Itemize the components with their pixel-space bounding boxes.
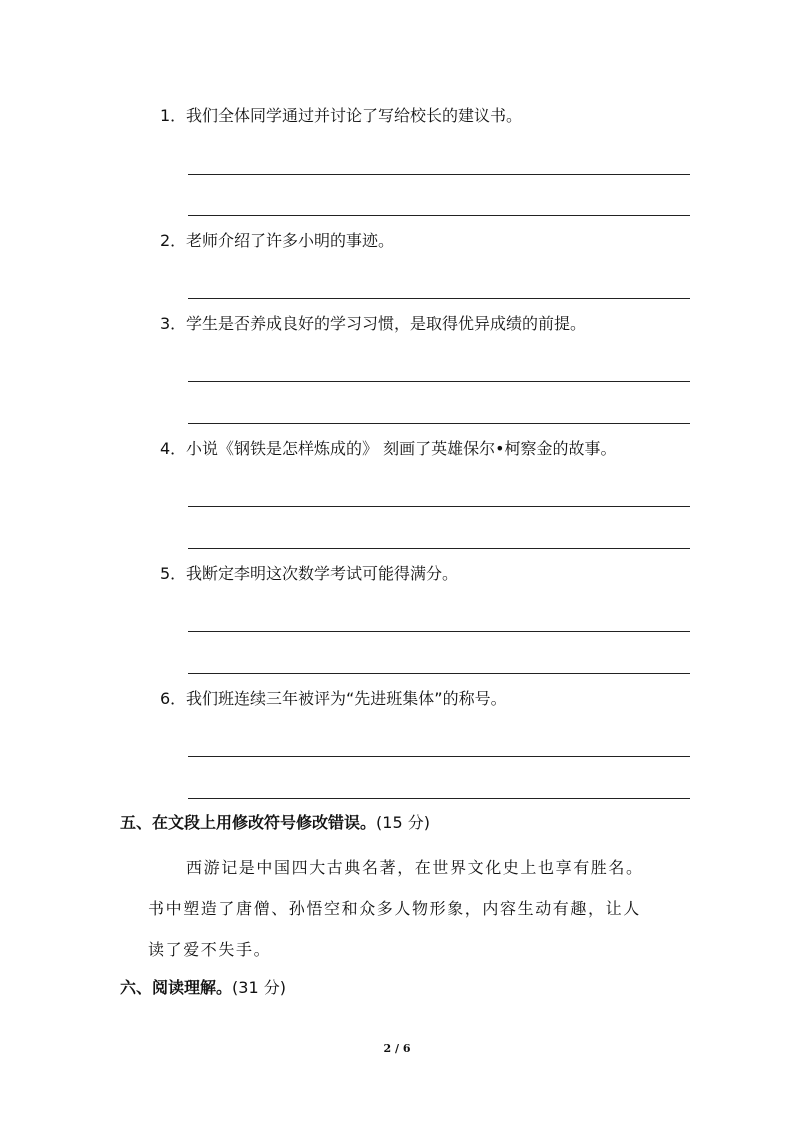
question-6 [160,689,507,709]
page-number: 2 / 6 [383,1042,411,1055]
answer-line-6a[interactable] [188,756,690,757]
passage-line-2: 书中塑造了唐僧、孙悟空和众多人物形象，内容生动有趣，让人 [148,899,641,918]
section-6-score: (31 分) [232,978,286,997]
answer-line-2a[interactable] [188,298,690,299]
question-text: 我断定李明这次数学考试可能得满分。 [186,564,459,583]
question-1 [160,106,522,126]
answer-line-4b[interactable] [188,548,690,549]
answer-line-5b[interactable] [188,673,690,674]
question-number: 5． [160,564,187,583]
question-number: 3． [160,314,187,333]
answer-line-3b[interactable] [188,423,690,424]
question-number: 1． [160,106,187,125]
section-5-title: 五、在文段上用修改符号修改错误。 [120,813,377,832]
question-3 [160,314,586,334]
question-text: 小说《钢铁是怎样炼成的》 刻画了英雄保尔•柯察金的故事。 [186,439,617,458]
question-4 [160,439,617,459]
question-number: 4． [160,439,187,458]
question-number: 2． [160,231,187,250]
section-6-heading [120,978,286,998]
section-5-score: (15 分) [376,813,430,832]
answer-line-4a[interactable] [188,506,690,507]
question-text: 我们班连续三年被评为“先进班集体”的称号。 [186,689,507,708]
question-number: 6． [160,689,187,708]
question-text: 学生是否养成良好的学习习惯，是取得优异成绩的前提。 [186,314,587,333]
question-2 [160,231,394,251]
answer-line-1a[interactable] [188,174,690,175]
question-text: 我们全体同学通过并讨论了写给校长的建议书。 [186,106,523,125]
section-6-title: 六、阅读理解。 [120,978,233,997]
passage-line-3: 读了爱不失手。 [148,940,272,959]
answer-line-5a[interactable] [188,631,690,632]
question-text: 老师介绍了许多小明的事迹。 [186,231,395,250]
question-5 [160,564,458,584]
answer-line-1b[interactable] [188,215,690,216]
passage-line-1: 西游记是中国四大古典名著，在世界文化史上也享有胜名。 [186,858,644,877]
answer-line-3a[interactable] [188,381,690,382]
section-5-heading [120,813,430,833]
answer-line-6b[interactable] [188,798,690,799]
